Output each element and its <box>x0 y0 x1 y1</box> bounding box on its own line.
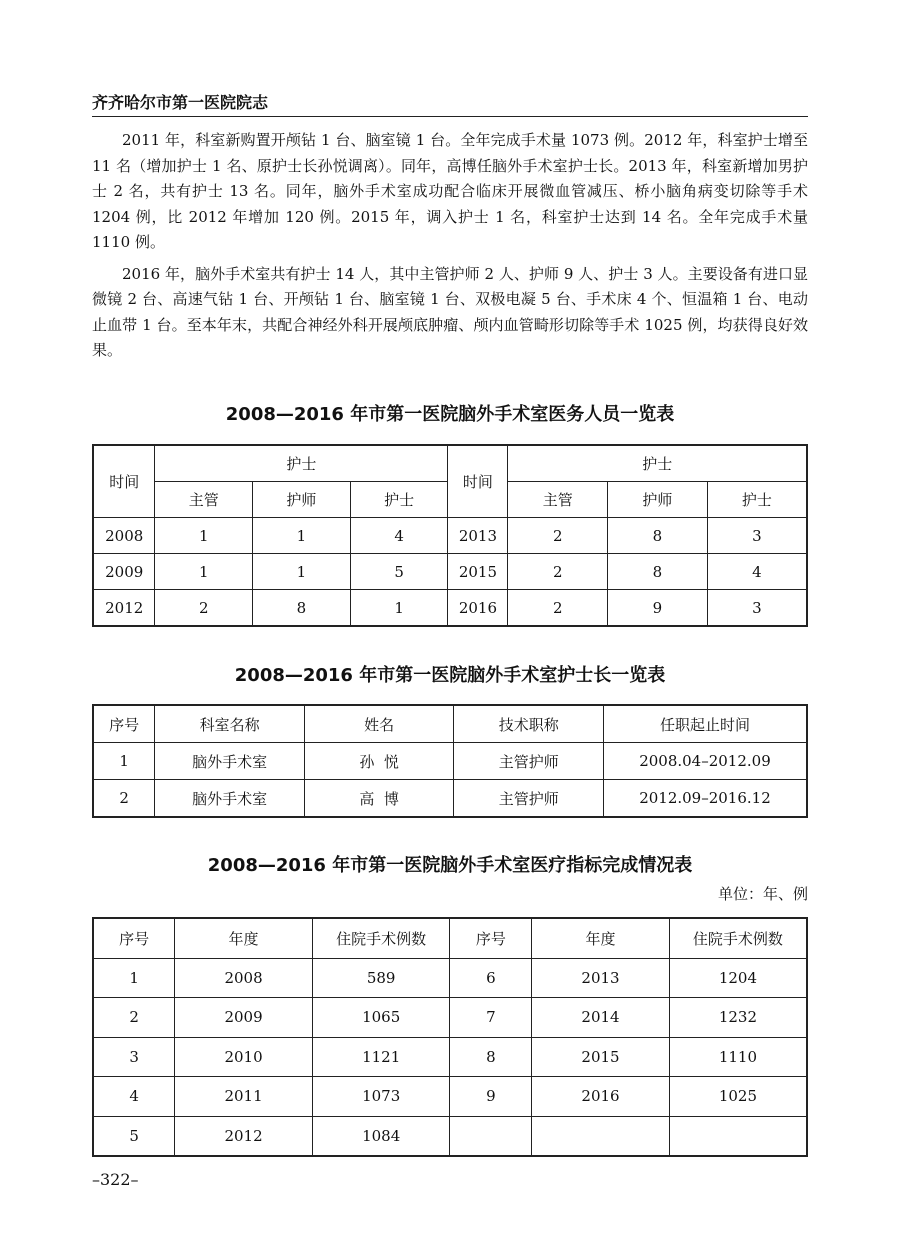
table-cell: 2008.04–2012.09 <box>603 743 807 780</box>
table-cell: 8 <box>608 554 708 590</box>
table-cell: 1110 <box>669 1037 807 1077</box>
table-cell: 9 <box>450 1077 532 1117</box>
head-nurse-table <box>92 704 808 818</box>
paragraph: 2011 年，科室新购置开颅钻 1 台、脑室镜 1 台。全年完成手术量 1073 例。2012 年，科室护士增至 11 名（增加护士 1 名、原护士长孙悦调离）。同年，高博任脑外手术室护士长。2013 年，科室新增加男护士 2 名，共有护士 13 名。同年，脑外手术室成功配合临床开展微血管减压、桥小脑角病变切除等手术 1204 例，比 2012 年增加 120 例。2015 年，调入护士 1 名，科室护士达到 14 名。全年完成手术量 1110 例。 <box>92 131 808 251</box>
table-row <box>93 1077 807 1117</box>
table-row <box>93 518 807 554</box>
table-cell: 2012.09–2016.12 <box>603 780 807 818</box>
table-cell: 3 <box>707 590 807 627</box>
header-cell: 任职起止时间 <box>603 705 807 743</box>
table-cell: 1204 <box>669 958 807 998</box>
table-cell: 5 <box>93 1116 175 1156</box>
table-row <box>93 554 807 590</box>
table-cell: 2010 <box>175 1037 313 1077</box>
table-cell <box>669 1116 807 1156</box>
table-row <box>93 1116 807 1156</box>
header-cell: 序号 <box>93 918 175 958</box>
header-cell: 护士 <box>508 445 807 482</box>
paragraph: 2016 年，脑外手术室共有护士 14 人，其中主管护师 2 人、护师 9 人、护士 3 人。主要设备有进口显微镜 2 台、高速气钻 1 台、开颅钻 1 台、脑室镜 1 台、双极电凝 5 台、手术床 4 个、恒温箱 1 台、电动止血带 1 台。至本年末，共配合神经外科开展颅底肿瘤、颅内血管畸形切除等手术 1025 例，均获得良好效果。 <box>92 264 808 359</box>
header-cell: 护士 <box>155 445 448 482</box>
table-cell: 2009 <box>93 554 155 590</box>
table-cell: 1073 <box>312 1077 450 1117</box>
header-cell: 序号 <box>450 918 532 958</box>
table-cell <box>450 1116 532 1156</box>
table-cell: 2015 <box>448 554 508 590</box>
header-cell: 年度 <box>175 918 313 958</box>
table-cell: 2008 <box>93 518 155 554</box>
table-cell: 2014 <box>532 998 670 1038</box>
table-row <box>93 780 807 818</box>
table-cell <box>532 1116 670 1156</box>
header-cell: 护士 <box>350 482 448 518</box>
table-cell: 5 <box>350 554 448 590</box>
header-cell: 时间 <box>448 445 508 518</box>
header-cell: 主管 <box>155 482 253 518</box>
table-cell: 主管护师 <box>454 743 604 780</box>
staff-table <box>92 444 808 627</box>
table-cell: 1025 <box>669 1077 807 1117</box>
table-row <box>93 998 807 1038</box>
indicator-table <box>92 917 808 1157</box>
page-number: –322– <box>92 1170 139 1189</box>
table-cell: 8 <box>253 590 351 627</box>
table-cell: 8 <box>450 1037 532 1077</box>
indicator-table-title: 2008—2016 年市第一医院脑外手术室医疗指标完成情况表 <box>207 855 693 876</box>
table-cell: 4 <box>707 554 807 590</box>
staff-table-title: 2008—2016 年市第一医院脑外手术室医务人员一览表 <box>225 404 675 425</box>
table-cell: 2012 <box>175 1116 313 1156</box>
table-cell: 8 <box>608 518 708 554</box>
table-cell: 孙 悦 <box>304 743 454 780</box>
table-header-row <box>93 445 807 482</box>
table-cell: 7 <box>450 998 532 1038</box>
table-cell: 4 <box>350 518 448 554</box>
table-cell: 2 <box>508 590 608 627</box>
table-cell: 6 <box>450 958 532 998</box>
table-cell: 脑外手术室 <box>155 780 305 818</box>
table-row <box>93 958 807 998</box>
table-cell: 2 <box>508 554 608 590</box>
header-cell: 护士 <box>707 482 807 518</box>
table-cell: 2008 <box>175 958 313 998</box>
table-cell: 2 <box>93 780 155 818</box>
table-cell: 3 <box>707 518 807 554</box>
table-cell: 1232 <box>669 998 807 1038</box>
header-cell: 科室名称 <box>155 705 305 743</box>
table-row <box>93 743 807 780</box>
header-cell: 姓名 <box>304 705 454 743</box>
table-cell: 2012 <box>93 590 155 627</box>
table-cell: 2011 <box>175 1077 313 1117</box>
header-cell: 序号 <box>93 705 155 743</box>
table-cell: 1 <box>253 518 351 554</box>
header-cell: 时间 <box>93 445 155 518</box>
head-nurse-table-title: 2008—2016 年市第一医院脑外手术室护士长一览表 <box>234 665 666 686</box>
table-cell: 1065 <box>312 998 450 1038</box>
header-cell: 住院手术例数 <box>312 918 450 958</box>
table-cell: 9 <box>608 590 708 627</box>
unit-label: 单位：年、例 <box>717 885 808 903</box>
body-text <box>92 128 808 370</box>
header-cell: 住院手术例数 <box>669 918 807 958</box>
table-header-row <box>93 705 807 743</box>
table-cell: 2013 <box>448 518 508 554</box>
table-cell: 高 博 <box>304 780 454 818</box>
table-cell: 1 <box>155 554 253 590</box>
table-header-row <box>93 918 807 958</box>
table-cell: 脑外手术室 <box>155 743 305 780</box>
table-cell: 2013 <box>532 958 670 998</box>
table-cell: 1 <box>350 590 448 627</box>
header-cell: 年度 <box>532 918 670 958</box>
table-cell: 2 <box>508 518 608 554</box>
table-cell: 2 <box>93 998 175 1038</box>
table-cell: 2015 <box>532 1037 670 1077</box>
table-cell: 589 <box>312 958 450 998</box>
table-cell: 4 <box>93 1077 175 1117</box>
header-cell: 护师 <box>253 482 351 518</box>
table-cell: 1 <box>253 554 351 590</box>
table-cell: 1084 <box>312 1116 450 1156</box>
table-cell: 3 <box>93 1037 175 1077</box>
running-head-title: 齐齐哈尔市第一医院院志 <box>92 93 269 112</box>
table-cell: 2016 <box>448 590 508 627</box>
table-cell: 2016 <box>532 1077 670 1117</box>
table-row <box>93 590 807 627</box>
header-rule <box>92 116 808 117</box>
table-cell: 1 <box>155 518 253 554</box>
table-cell: 主管护师 <box>454 780 604 818</box>
table-cell: 1121 <box>312 1037 450 1077</box>
header-cell: 护师 <box>608 482 708 518</box>
table-cell: 2009 <box>175 998 313 1038</box>
header-cell: 主管 <box>508 482 608 518</box>
table-cell: 1 <box>93 743 155 780</box>
header-cell: 技术职称 <box>454 705 604 743</box>
table-cell: 1 <box>93 958 175 998</box>
table-cell: 2 <box>155 590 253 627</box>
table-row <box>93 1037 807 1077</box>
